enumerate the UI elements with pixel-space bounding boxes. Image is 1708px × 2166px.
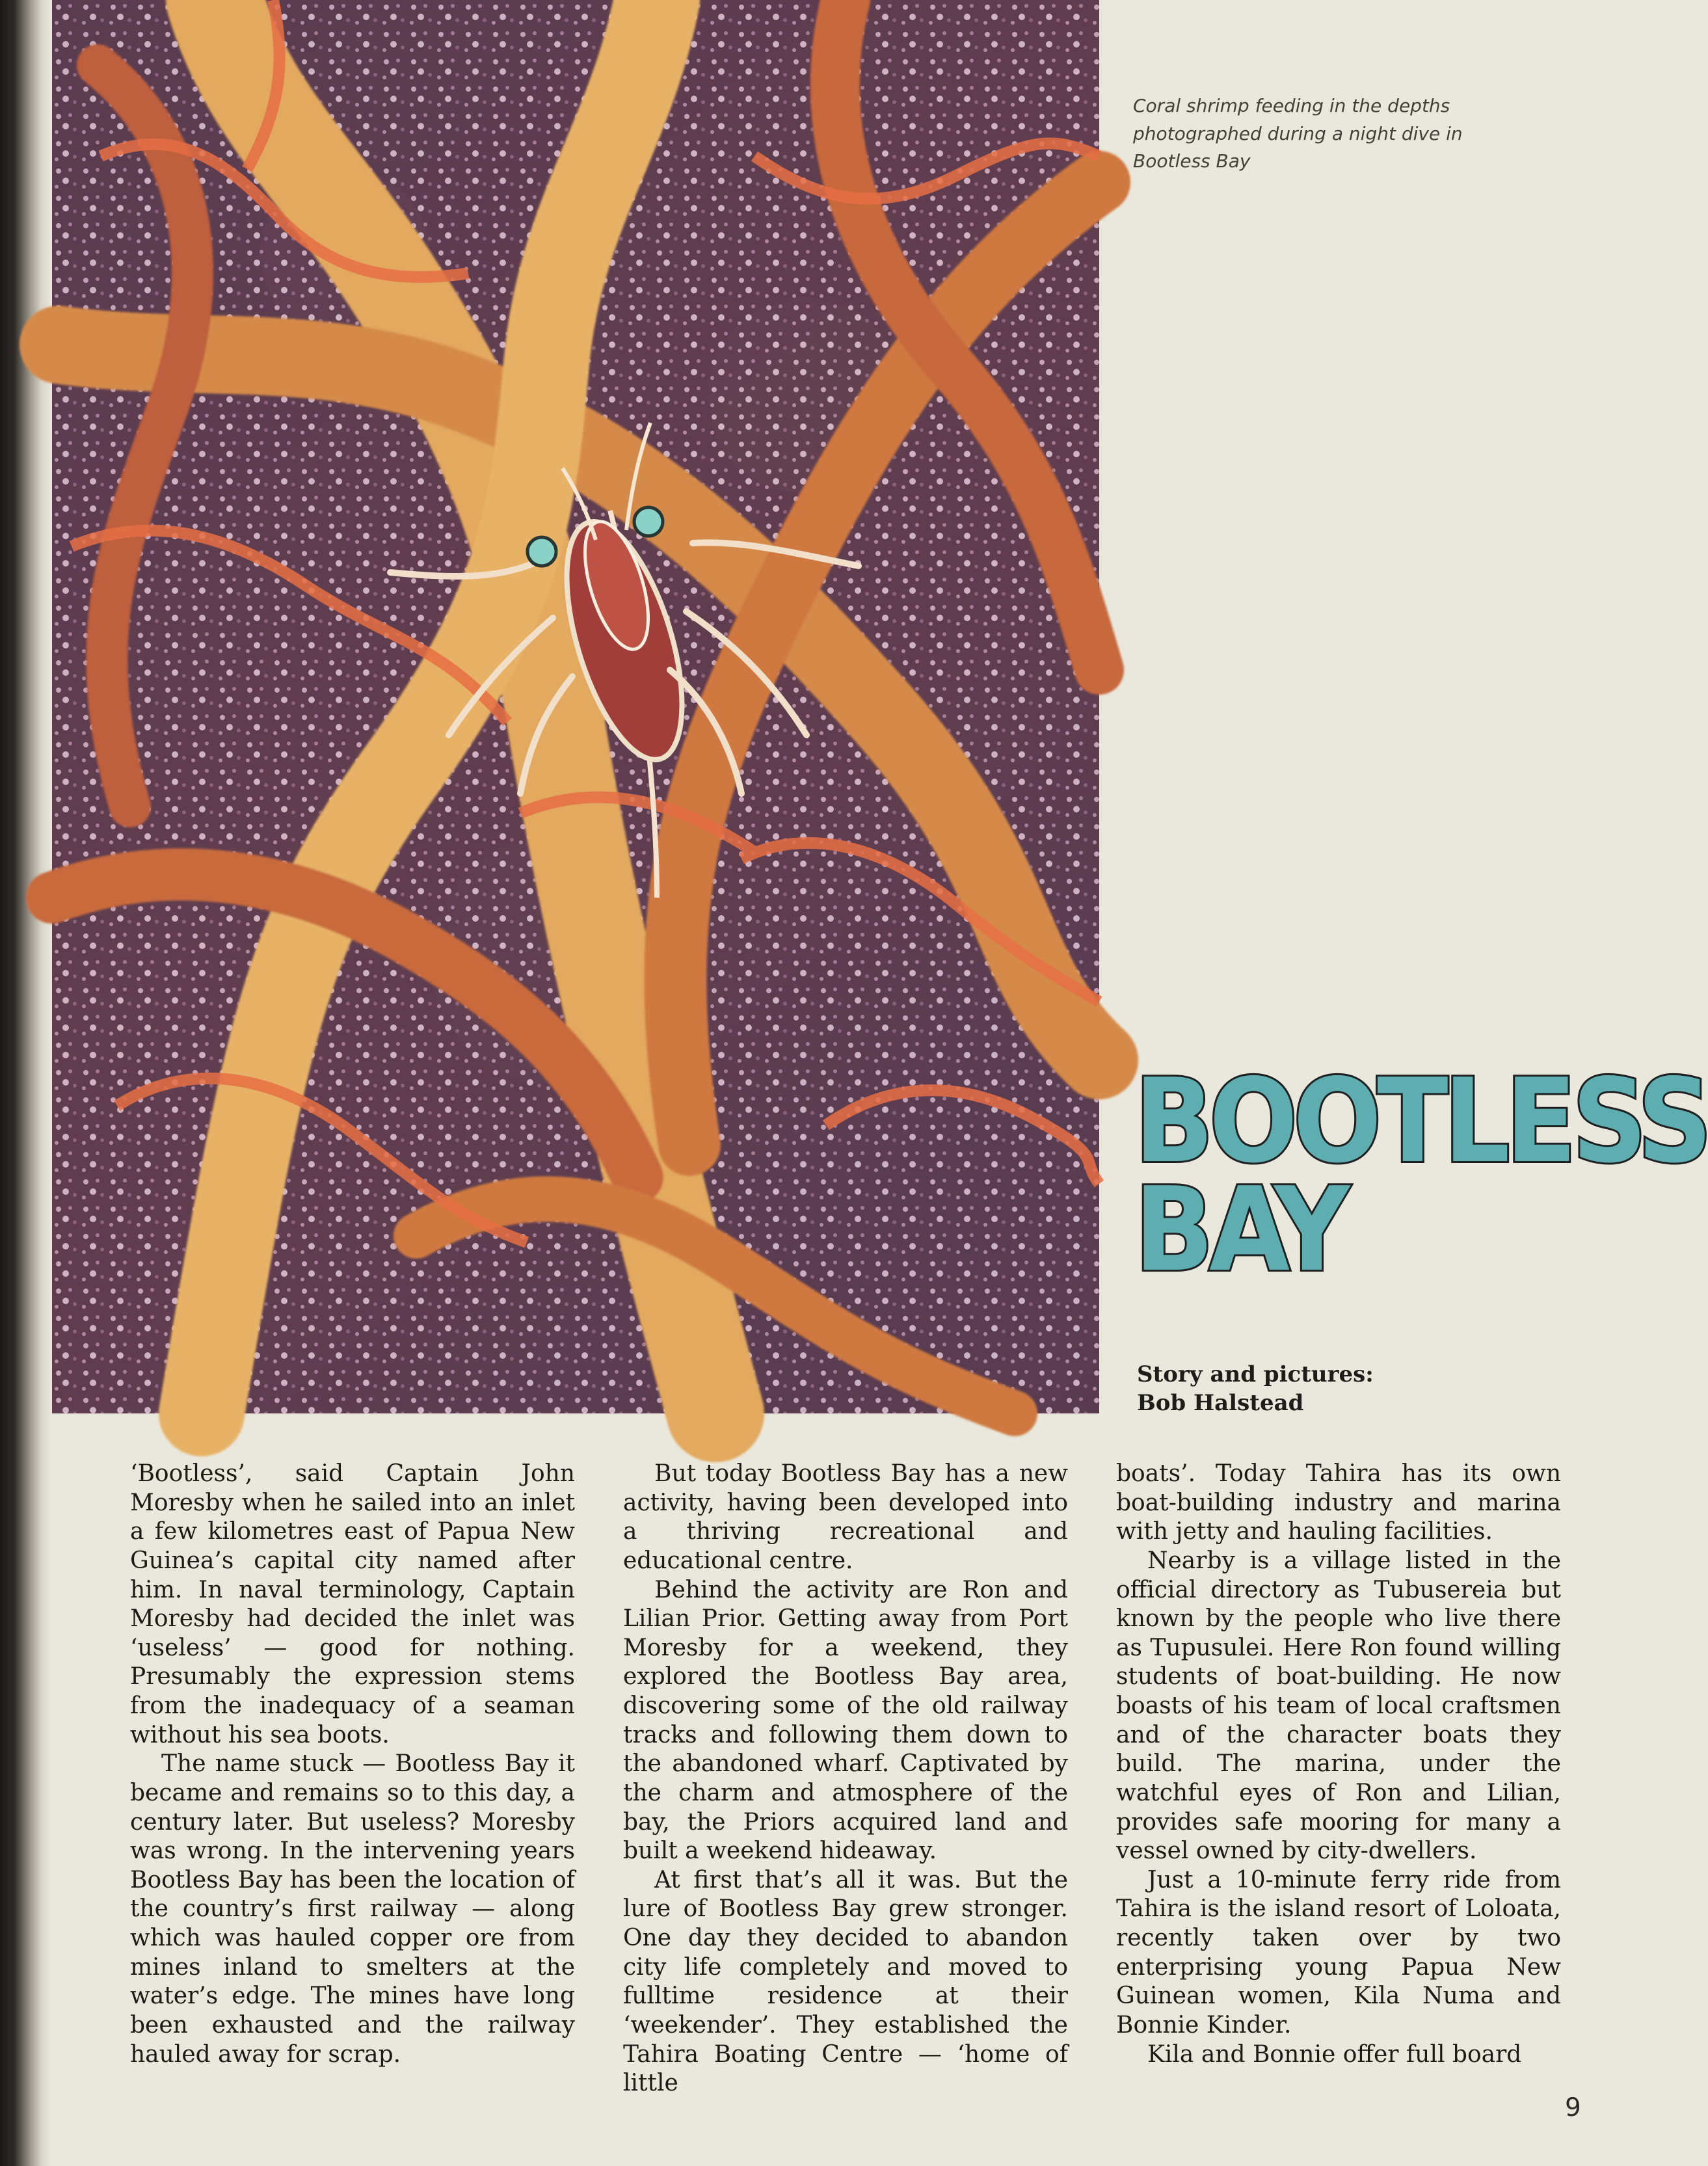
photo-caption: Coral shrimp feeding in the depths photographed during a night dive in Bootless Bay: [1133, 95, 1463, 172]
article-byline: [1137, 1361, 1475, 1417]
article-paragraph: But today Bootless Bay has a new activity, having been developed into a thriving recreational and educational centre.: [623, 1460, 1068, 1574]
article-body: [130, 1460, 1561, 2097]
article-column-2: [623, 1460, 1068, 2097]
article-title-line: BOOTLESS: [1134, 1054, 1708, 1188]
byline-label: Story and pictures:: [1137, 1361, 1374, 1387]
article-paragraph: Just a 10-minute ferry ride from Tahira is the island resort of Loloata, recently taken over by two enterprising young Papua New Guinean women, Kila Numa and Bonnie Kinder.: [1116, 1866, 1561, 2039]
coral-shrimp-photo: [52, 0, 1099, 1413]
article-column-1: [130, 1460, 575, 2078]
article-paragraph: Behind the activity are Ron and Lilian Prior. Getting away from Port Moresby for a weekend, they explored the Bootless Bay area, discovering some of the old railway tracks and following them down to the abandoned wharf. Captivated by the charm and atmosphere of the bay, the Priors acquired land and built a weekend hideaway.: [623, 1576, 1068, 1865]
article-paragraph: ‘Bootless’, said Captain John Moresby when he sailed into an inlet a few kilometres east of Papua New Guinea’s capital city named after him. In naval terminology, Captain Moresby had decided the inlet was ‘useless’ — good for nothing. Presumably the expression stems from the inadequacy of a seaman without his sea boots.: [130, 1460, 575, 1748]
article-paragraph: At first that’s all it was. But the lure of Bootless Bay grew stronger. One day they decided to abandon city life completely and moved to fulltime residence at their ‘weekender’. They established the Tahira Boating Centre — ‘home of little: [623, 1866, 1068, 2097]
article-column-3: [1116, 1460, 1561, 2078]
author-name: Bob Halstead: [1137, 1389, 1304, 1416]
article-title: [1134, 1054, 1708, 1298]
article-title-line: BAY: [1134, 1162, 1345, 1298]
article-paragraph: boats’. Today Tahira has its own boat-building industry and marina with jetty and hauling facilities.: [1116, 1460, 1561, 1545]
article-paragraph: Nearby is a village listed in the official directory as Tubusereia but known by the people who live there as Tupusulei. Here Ron found willing students of boat-building. He now boasts of his team of local craftsmen and of the character boats they build. The marina, under the watchful eyes of Ron and Lilian, provides safe mooring for many a vessel owned by city-dwellers.: [1116, 1547, 1561, 1865]
article-paragraph: The name stuck — Bootless Bay it became and remains so to this day, a century later. But useless? Moresby was wrong. In the intervening years Bootless Bay has been the location of the country’s first railway — along which was hauled copper ore from mines inland to smelters at the water’s edge. The mines have long been exhausted and the railway hauled away for scrap.: [130, 1750, 575, 2068]
page-number: 9: [1565, 2093, 1581, 2122]
article-paragraph: Kila and Bonnie offer full board: [1147, 2040, 1522, 2068]
coral-shrimp-illustration: [52, 0, 1099, 1413]
